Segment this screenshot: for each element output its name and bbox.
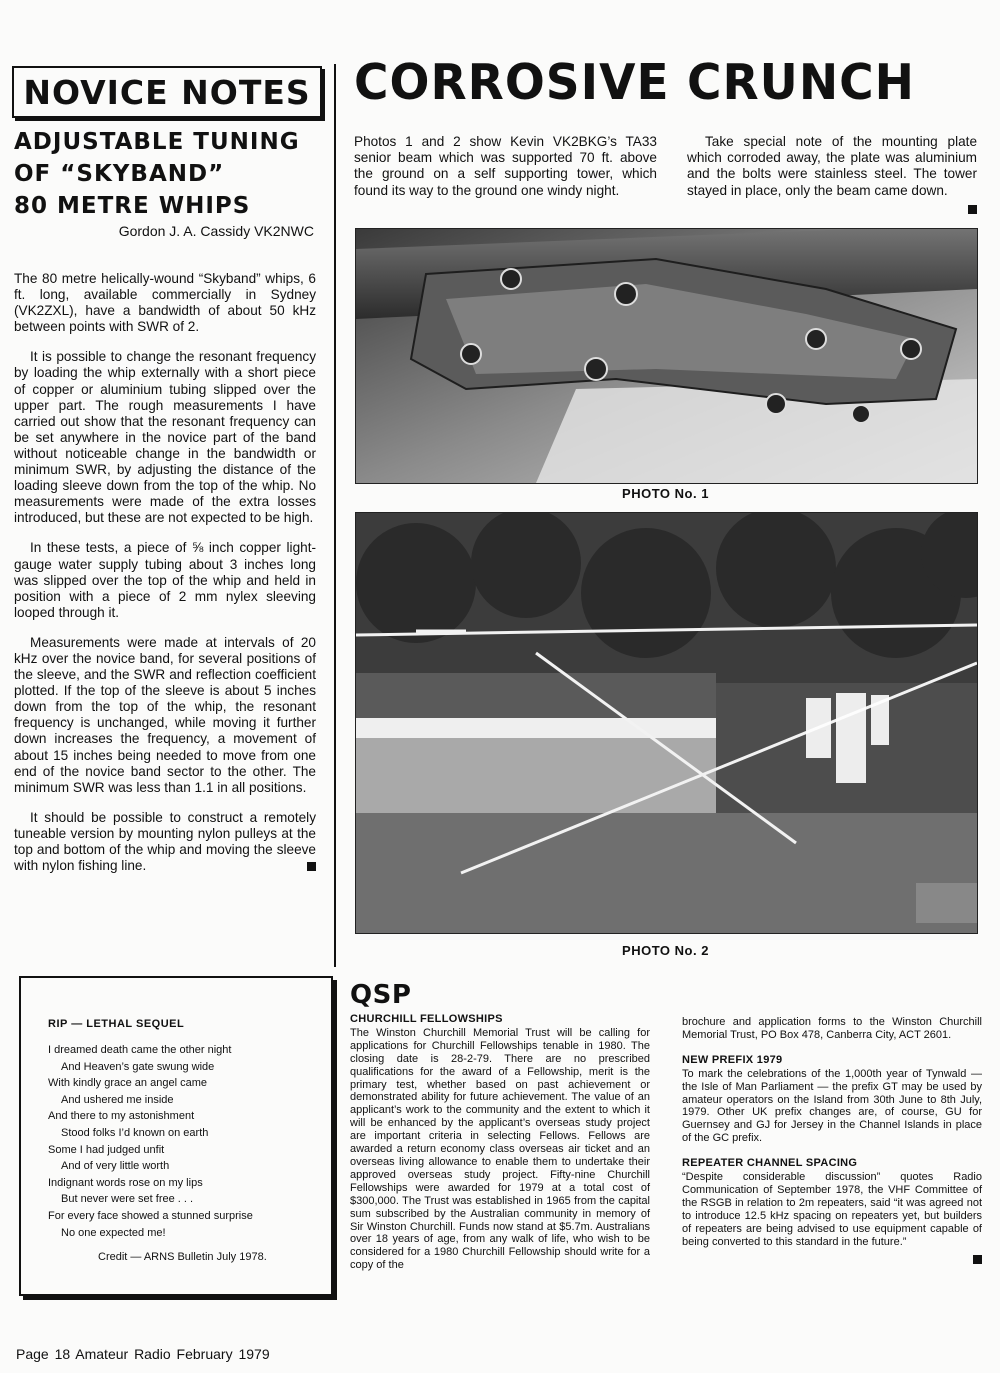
poem-line: For every face showed a stunned surprise xyxy=(48,1209,253,1222)
churchill-continued: brochure and application forms to the Winston Churchill Memorial Trust, PO Box 478, Canberra City, ACT 2601. xyxy=(682,1016,982,1041)
photo1-caption: PHOTO No. 1 xyxy=(622,486,709,501)
article-paragraph: The 80 metre helically-wound “Skyband” whips, 6 ft. long, available commercially in Sydney (VK2ZXL), have a bandwidth of about 50 kHz between points with SWR of 2. xyxy=(14,271,316,335)
article-paragraph: It is possible to change the resonant frequency by loading the whip externally with a short piece of copper or aluminium tubing slipped over the upper part. The rough measurements I have carried out show that the resonant frequency can be set anywhere in the novice part of the band without noticeable change in the bandwidth or minimum SWR, by adjusting the distance of the loading sleeve down from the top of the whip. No measurements were made of the extra losses introduced, but these are not expected to be high. xyxy=(14,349,316,526)
end-mark-icon xyxy=(973,1255,982,1264)
churchill-heading: CHURCHILL FELLOWSHIPS xyxy=(350,1013,503,1025)
poem-lines xyxy=(48,1042,331,1241)
article-title-line: ADJUSTABLE TUNING xyxy=(14,129,300,155)
poem-line: And there to my astonishment xyxy=(48,1110,195,1123)
photo-corroded-plate xyxy=(355,228,978,484)
article-body xyxy=(14,271,316,874)
article-title-line: OF “SKYBAND” xyxy=(14,161,225,187)
page-footer: Page 18 Amateur Radio February 1979 xyxy=(16,1346,270,1362)
poem-line: And Heaven’s gate swung wide xyxy=(61,1060,215,1073)
column-divider xyxy=(334,64,336,967)
poem-line: Some I had judged unfit xyxy=(48,1143,165,1156)
poem-line: With kindly grace an angel came xyxy=(48,1077,207,1090)
end-mark-icon xyxy=(307,862,316,871)
crunch-intro-right-wrap xyxy=(687,134,977,214)
poem-credit: Credit — ARNS Bulletin July 1978. xyxy=(98,1251,267,1264)
crunch-intro-right: Take special note of the mounting plate which corroded away, the plate was aluminium and the bolts were stainless steel. The tower stayed in place, only the beam came down. xyxy=(687,134,977,198)
poem-line: And of very little worth xyxy=(61,1160,170,1173)
poem-line: Indignant words rose on my lips xyxy=(48,1176,203,1189)
prefix-text: To mark the celebrations of the 1,000th year of Tynwald — the Isle of Man Parliament — the prefix GT may be used by amateur operators on the Island from 30th June to 8th July, 1979. Other UK prefix changes are, of course, GU for Guernsey and GJ for Jersey in the Channel Islands in place of the GC prefix. xyxy=(682,1067,982,1145)
repeater-text: “Despite considerable discussion” quotes Radio Communication of September 1978, the VHF Committee of the RSGB in relation to 2m repeaters, said “it was agreed not to introduce 12.5 kHz spacing on repeaters yet, but builders of repeaters are being advised to use equipment capable of being converted to this standard in the future.” xyxy=(682,1171,982,1248)
section-label-box xyxy=(12,66,322,118)
poem-title: RIP — LETHAL SEQUEL xyxy=(48,1018,185,1030)
churchill-text: The Winston Churchill Memorial Trust will be calling for applications for Churchill Fellowships tenable in 1980. The closing date is 28-2-79. There are no prescribed qualifications for the award of a Fellowship, merit is the primary test, whether based on past achievement or demonstrated ability for future achievement. The value of an applicant’s work to the community and the extent to which it will be enhanced by the applicant’s overseas study project are important criteria in selecting Fellows. Fellows are awarded a return economy class overseas air ticket and an overseas living allowance to enable them to undertake their approved overseas study project. Fifty-nine Churchill Fellowships were awarded for 1979 at a total cost of $300,000. The Trust was established in 1965 from the capital sum subscribed by the Australian community in memory of Sir Winston Churchill. Funds now stand at $5.7m. Australians over 18 years of age, from any walk of life, who wish to be considered for a 1980 Churchill Fellowship should write for a copy of the xyxy=(350,1026,650,1272)
repeater-heading: REPEATER CHANNEL SPACING xyxy=(682,1157,858,1170)
article-title-line: 80 METRE WHIPS xyxy=(14,193,251,219)
article-paragraph: Measurements were made at intervals of 20 kHz over the novice band, for several positions of the sleeve, and the SWR and reflection coefficient plotted. If the top of the sleeve is about 5 inches down from the top of the whip, the resonant frequency is unchanged, while moving it further down increases the frequency, a movement of about 15 inches being needed to move from one end of the novice band sector to the other. The minimum SWR was less than 1.1 in all positions. xyxy=(14,634,316,795)
poem-line: And ushered me inside xyxy=(61,1093,174,1106)
crunch-intro-left: Photos 1 and 2 show Kevin VK2BKG’s TA33 senior beam which was supported 70 ft. above the ground on a self supporting tower, which found its way to the ground one windy night. xyxy=(354,134,657,198)
poem-line: Stood folks I’d known on earth xyxy=(61,1126,209,1139)
poem-box xyxy=(19,976,333,1296)
qsp-column-left xyxy=(350,1013,650,1272)
qsp-title: QSP xyxy=(350,980,412,1010)
photo1-image xyxy=(356,229,977,483)
section-label: NOVICE NOTES xyxy=(23,72,311,112)
poem-line: But never were set free . . . xyxy=(61,1193,194,1206)
poem-line: No one expected me! xyxy=(61,1226,166,1239)
article-paragraph: In these tests, a piece of ⅝ inch copper light-gauge water supply tubing about 3 inches long was slipped over the top of the whip and held in position with a piece of 2 mm nylex sleeving looped through it. xyxy=(14,540,316,620)
feature-title: CORROSIVE CRUNCH xyxy=(354,53,915,112)
article-byline: Gordon J. A. Cassidy VK2NWC xyxy=(118,223,314,239)
prefix-heading: NEW PREFIX 1979 xyxy=(682,1053,783,1066)
photo-fallen-beam xyxy=(355,512,978,934)
photo2-caption: PHOTO No. 2 xyxy=(622,943,709,958)
photo2-image xyxy=(356,513,977,933)
article-paragraph: It should be possible to construct a remotely tuneable version by mounting nylon pulleys at the top and bottom of the whip and moving the sleeve with nylon fishing line. xyxy=(14,809,316,874)
qsp-column-right xyxy=(682,1016,982,1264)
end-mark-icon xyxy=(968,205,977,214)
poem-line: I dreamed death came the other night xyxy=(48,1044,232,1056)
article-title xyxy=(14,126,324,222)
